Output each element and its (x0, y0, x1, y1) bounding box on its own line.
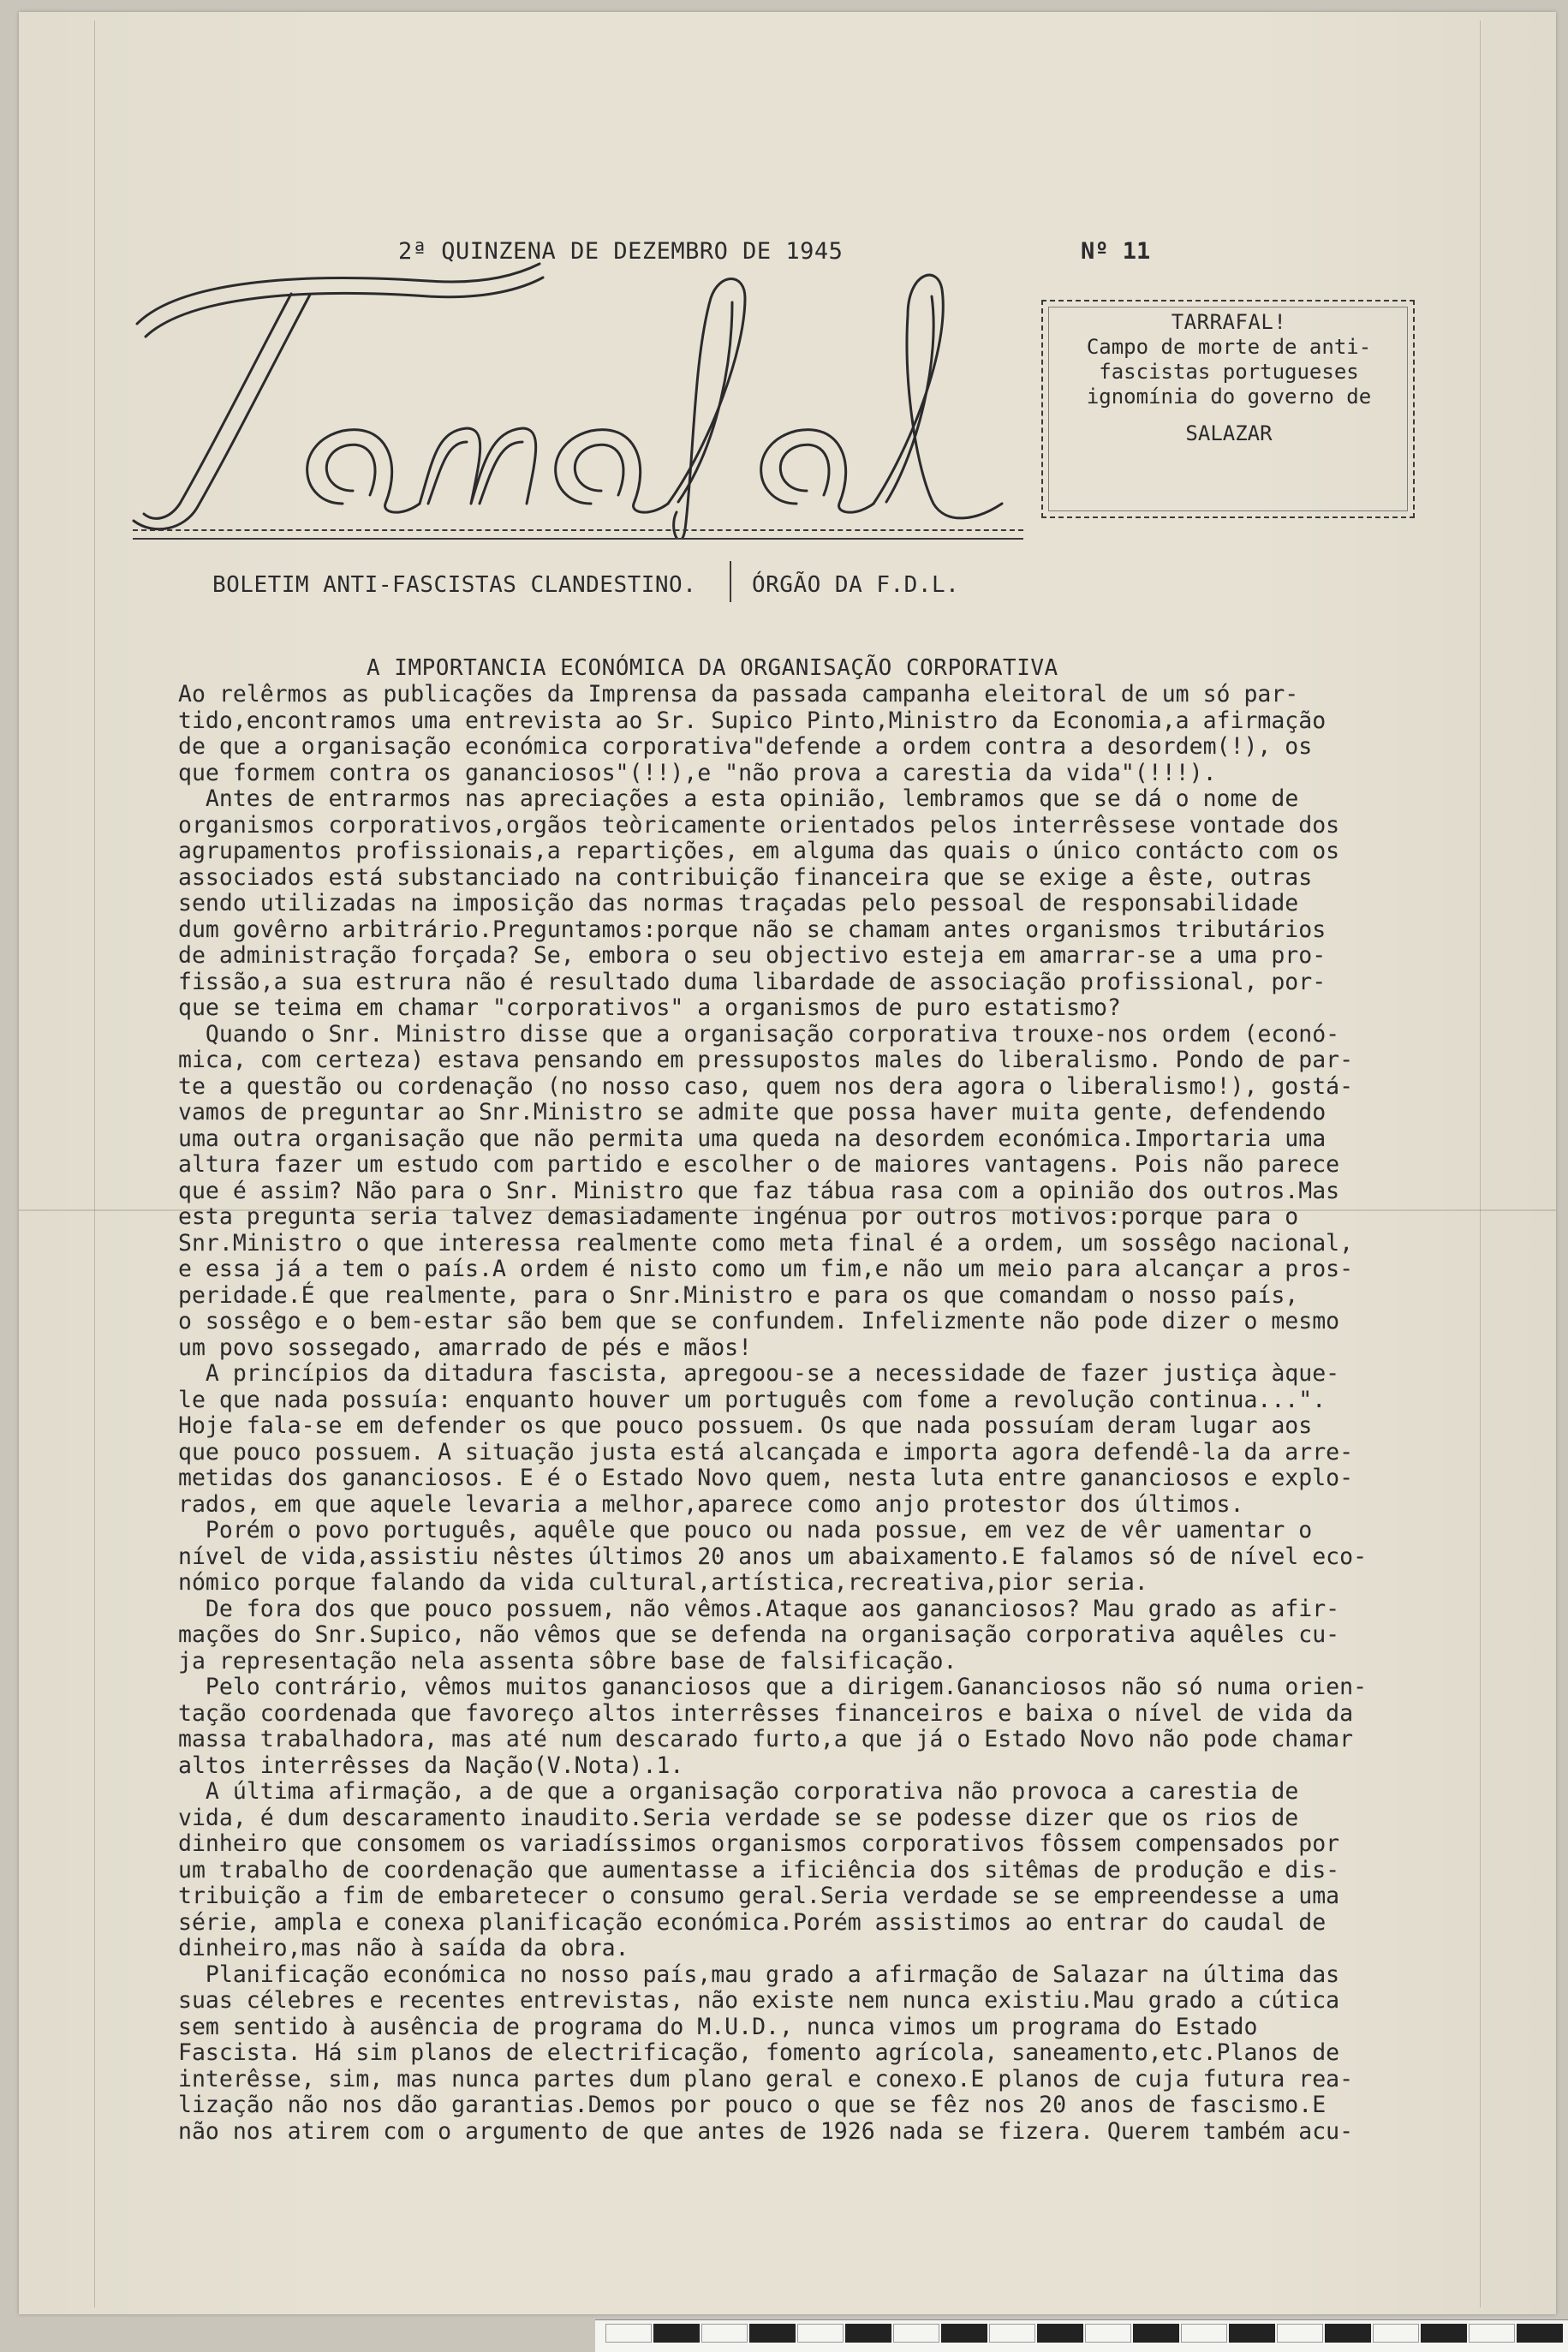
article-line: esta pregunta seria talvez demasiadamente ingénua por outros motivos:porque para o (178, 1203, 1299, 1230)
masthead-subtitle: BOLETIM ANTI-FASCISTAS CLANDESTINO. (212, 572, 697, 598)
ruler-segment (1229, 2324, 1275, 2343)
article-line: Hoje fala-se em defender os que pouco possuem. Os que nada possuíam deram lugar aos (178, 1412, 1313, 1439)
article-line: tribuição a fim de embaretecer o consumo geral.Seria verdade se se empreendesse a uma (178, 1883, 1340, 1909)
article-body (178, 682, 1403, 2145)
ruler-segment (941, 2324, 987, 2343)
article-line: lização não nos dão garantias.Demos por pouco o que se fêz nos 20 anos de fascismo.E (178, 2092, 1327, 2118)
article-line: de administração forçada? Se, embora o seu objectivo esteja em amarrar-se a uma pro- (178, 942, 1327, 969)
article-line: que formem contra os gananciosos"(!!),e "não prova a carestia da vida"(!!!). (178, 759, 1217, 786)
ruler-segment (845, 2324, 891, 2343)
ruler-segment (1469, 2324, 1515, 2343)
notice-name: SALAZAR (1185, 421, 1273, 445)
article-line: e essa já a tem o país.A ordem é nisto como um fim,e não um meio para alcançar a pros- (178, 1256, 1354, 1282)
article-line: peridade.É que realmente, para o Snr.Ministro e para os que comandam o nosso país, (178, 1281, 1299, 1309)
article-line: suas célebres e recentes entrevistas, não existe nem nunca existiu.Mau grado a cútica (178, 1987, 1340, 2014)
article-line: vida, é dum descaramento inaudito.Seria verdade se se podesse dizer que os rios de (178, 1804, 1299, 1831)
ruler-segment (1277, 2324, 1323, 2343)
ruler-segment (893, 2324, 939, 2343)
ruler-segment (1085, 2324, 1131, 2343)
article-line: um povo sossegado, amarrado de pés e mãos! (178, 1334, 753, 1361)
article-line: que pouco possuem. A situação justa está alcançada e importa agora defendê-la da arre- (178, 1438, 1354, 1466)
notice-body (1052, 335, 1406, 409)
ruler-segment (653, 2324, 700, 2343)
ruler-segment (701, 2324, 748, 2343)
article-line: mações do Snr.Supico, não vêmos que se defenda na organisação corporativa aquêles cu- (178, 1621, 1340, 1648)
article-line: associados está substanciado na contribuição financeira que se exige a êste, outras (178, 863, 1313, 891)
article-line: série, ampla e conexa planificação económica.Porém assistimos ao entrar do caudal de (178, 1908, 1327, 1936)
notice-line: ignomínia do governo de (1086, 385, 1372, 409)
article-line: ja representação nela assenta sôbre base de falsificação. (178, 1647, 957, 1674)
article-line: não nos atirem com o argumento de que antes de 1926 nada se fizera. Querem também acu- (178, 2117, 1354, 2145)
article-line: que se teima em chamar "corporativos" a organismos de puro estatismo? (178, 994, 1121, 1021)
article-line: A princípios da ditadura fascista, apregoou-se a necessidade de fazer justiça àque- (178, 1360, 1340, 1387)
masthead-organ: ÓRGÃO DA F.D.L. (752, 572, 960, 598)
ruler-segment (1181, 2324, 1227, 2343)
article-line: rados, em que aquele levaria a melhor,aparece como anjo protestor dos últimos. (178, 1490, 1244, 1518)
article-line: dum govêrno arbitrário.Preguntamos:porque não se chamam antes organismos tributários (178, 916, 1327, 943)
article-line: interêsse, sim, mas nunca partes dum plano geral e conexo.E planos de cuja futura rea- (178, 2065, 1354, 2092)
article-line: altos interrêsses da Nação(V.Nota).1. (178, 1752, 684, 1779)
scale-ruler (595, 2319, 1568, 2352)
subtitle-divider (730, 561, 731, 602)
ruler-segment (1421, 2324, 1467, 2343)
article-line: Fascista. Há sim planos de electrificação, fomento agrícola, saneamento,etc.Planos de (178, 2039, 1340, 2066)
article-line: mica, com certeza) estava pensando em pressupostos males do liberalismo. Pondo de par- (178, 1047, 1354, 1073)
notice-line: Campo de morte de anti- (1086, 335, 1372, 359)
article-line: De fora dos que pouco possuem, não vêmos.Ataque aos gananciosos? Mau grado as afir- (178, 1595, 1340, 1622)
margin-line-left (94, 21, 95, 2307)
article-line: dinheiro,mas não à saída da obra. (178, 1935, 629, 1961)
ruler-segment (1517, 2324, 1563, 2343)
masthead-logo (128, 247, 1019, 538)
masthead-rule (133, 529, 1023, 540)
article-line: Snr.Ministro o que interessa realmente como meta final é a ordem, um sossêgo nacional, (178, 1229, 1354, 1257)
notice-title: TARRAFAL! (1171, 310, 1287, 334)
article-line: A última afirmação, a de que a organisação corporativa não provoca a carestia de (178, 1778, 1299, 1805)
ruler-segment (1373, 2324, 1419, 2343)
article-line: metidas dos gananciosos. E é o Estado Novo quem, nesta luta entre gananciosos e explo- (178, 1465, 1354, 1491)
article-line: agrupamentos profissionais,a repartições, em alguma das quais o único contácto com os (178, 838, 1340, 864)
article-line: Quando o Snr. Ministro disse que a organisação corporativa trouxe-nos ordem (econó- (178, 1020, 1340, 1048)
masthead-wordmark-icon (128, 247, 1019, 538)
article-line: Pelo contrário, vêmos muitos gananciosos que a dirigem.Gananciosos não só numa orien- (178, 1674, 1368, 1700)
article-line: tação coordenada que favoreço altos interrêsses financeiros e baixa o nível de vida da (178, 1699, 1354, 1727)
article-line: Ao relêrmos as publicações da Imprensa da passada campanha eleitoral de um só par- (178, 681, 1299, 707)
tarrafal-notice-box (1041, 300, 1415, 518)
article-line: Planificação económica no nosso país,mau grado a afirmação de Salazar na última das (178, 1961, 1340, 1988)
article-line: que é assim? Não para o Snr. Ministro que faz tábua rasa com a opinião dos outros.Mas (178, 1177, 1340, 1204)
article-line: te a questão ou cordenação (no nosso caso, quem nos dera agora o liberalismo!), gostá- (178, 1072, 1354, 1100)
margin-line-right (1480, 21, 1481, 2307)
article-line: le que nada possuía: enquanto houver um português com fome a revolução continua...". (178, 1386, 1327, 1413)
article-line: o sossêgo e o bem-estar são bem que se confundem. Infelizmente não pode dizer o mesmo (178, 1308, 1340, 1334)
notice-line: fascistas portugueses (1099, 360, 1359, 384)
ruler-segment (749, 2324, 796, 2343)
article-line: nível de vida,assistiu nêstes últimos 20 anos um abaixamento.E falamos só de nível eco- (178, 1543, 1368, 1570)
article-line: altura fazer um estudo com partido e escolher o de maiores vantagens. Pois não parece (178, 1151, 1340, 1178)
ruler-segment (1133, 2324, 1179, 2343)
ruler-segment (605, 2324, 652, 2343)
ruler-segment (1325, 2324, 1371, 2343)
ruler-segment (1037, 2324, 1083, 2343)
article-line: sendo utilizadas na imposição das normas traçadas pelo pessoal de responsabilidade (178, 890, 1299, 916)
issue-number: Nº 11 (1081, 238, 1151, 265)
article-line: tido,encontramos uma entrevista ao Sr. Supico Pinto,Ministro da Economia,a afirmação (178, 707, 1327, 734)
article-line: Porém o povo português, aquêle que pouco ou nada possue, em vez de vêr uamentar o (178, 1517, 1313, 1543)
dateline: 2ª QUINZENA DE DEZEMBRO DE 1945 (398, 238, 844, 265)
article-line: dinheiro que consomem os variadíssimos organismos corporativos fôssem compensados por (178, 1830, 1340, 1857)
article-line: vamos de preguntar ao Snr.Ministro se admite que possa haver muita gente, defendendo (178, 1099, 1327, 1125)
article-line: nómico porque falando da vida cultural,artística,recreativa,pior seria. (178, 1569, 1148, 1596)
article-line: Antes de entrarmos nas apreciações a esta opinião, lembramos que se dá o nome de (178, 785, 1299, 812)
article-line: organismos corporativos,orgãos teòricamente orientados pelos interrêssese vontade dos (178, 811, 1340, 839)
article-line: um trabalho de coordenação que aumentasse a ificiência dos sitêmas de produção e dis- (178, 1856, 1340, 1883)
ruler-segment (797, 2324, 844, 2343)
article-line: uma outra organisação que não permita uma queda na desordem económica.Importaria uma (178, 1125, 1327, 1152)
ruler-segment (989, 2324, 1035, 2343)
article-line: sem sentido à ausência de programa do M.U.D., nunca vimos um programa do Estado (178, 2013, 1258, 2040)
article-line: de que a organisação económica corporativa"defende a ordem contra a desordem(!), os (178, 733, 1313, 760)
article-line: massa trabalhadora, mas até num descarado furto,a que já o Estado Novo não pode chamar (178, 1726, 1354, 1752)
article-title: A IMPORTANCIA ECONÓMICA DA ORGANISAÇÃO CORPORATIVA (367, 655, 1058, 681)
article-line: fissão,a sua estrura não é resultado duma libardade de associação profissional, por- (178, 968, 1327, 995)
